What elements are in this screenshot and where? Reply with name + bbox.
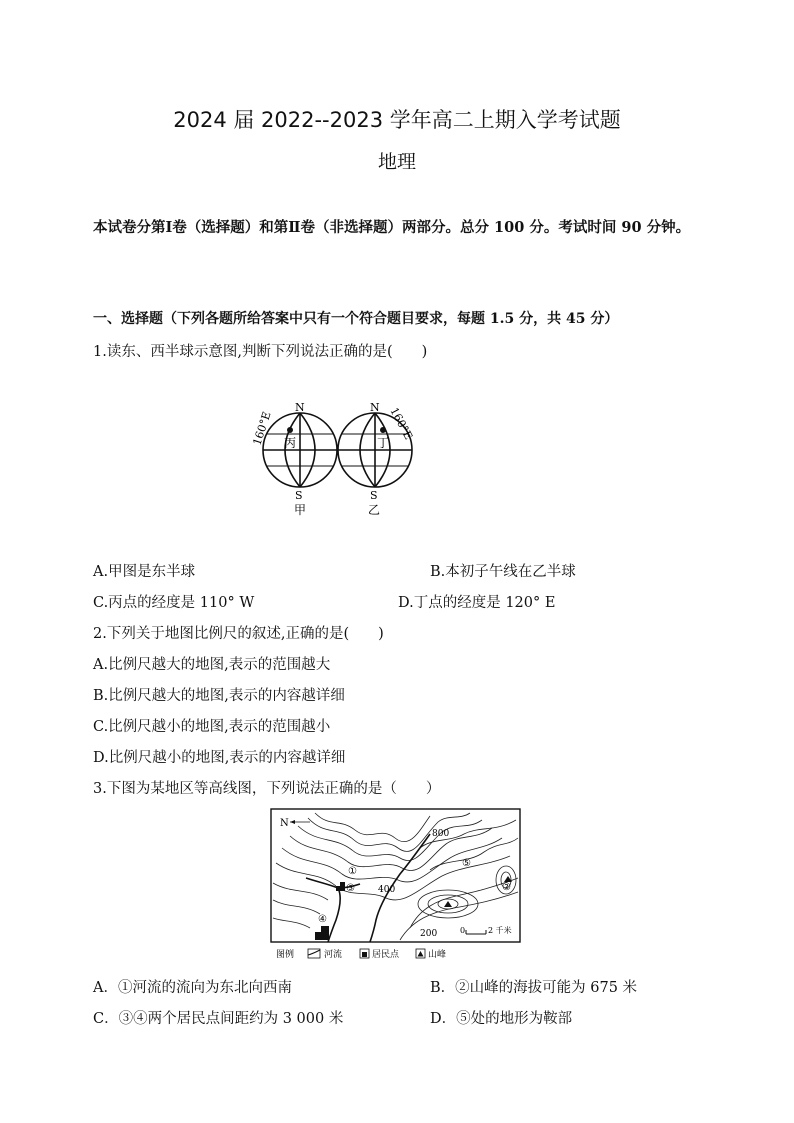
hemisphere-yi-label: 乙 [368,503,381,517]
legend-settlement: 居民点 [372,950,400,960]
south-label-right: S [370,489,378,502]
scale-distance: 2 千米 [488,926,512,935]
q3-option-a: A．①河流的流向为东北向西南 [93,980,292,996]
marker-5-label: ⑤ [462,858,471,869]
legend-river: 河流 [324,950,343,960]
legend-river-icon [308,949,320,958]
q1-option-d: D.丁点的经度是 120° E [398,595,556,611]
legend-peak-icon [416,949,425,958]
contour-800-label: 800 [432,829,450,839]
contour-400-label: 400 [378,885,396,895]
q3-option-d: D．⑤处的地形为鞍部 [430,1011,573,1027]
longitude-label-left: 160°E [250,410,274,447]
q2-option-c: C.比例尺越小的地图,表示的范围越小 [93,719,331,735]
section-heading: 一、选择题（下列各题所给答案中只有一个符合题目要求，每题 1.5 分，共 45 分） [93,311,619,327]
question-2-stem: 2.下列关于地图比例尺的叙述,正确的是( ) [93,626,384,642]
contour-200-label: 200 [420,929,438,939]
exam-intro: 本试卷分第Ⅰ卷（选择题）和第Ⅱ卷（非选择题）两部分。总分 100 分。考试时间 90 分钟。 [93,219,691,236]
scale-zero: 0 [460,926,466,935]
north-label-left: N [295,401,305,414]
settlement-4-icon [315,926,329,940]
contour-map [270,808,522,963]
point-ding-label: 丁 [377,436,390,450]
north-label-right: N [370,401,380,414]
q1-option-c: C.丙点的经度是 110° W [93,595,255,611]
point-bing-marker [287,427,293,433]
question-1-stem: 1.读东、西半球示意图,判断下列说法正确的是( ) [93,344,428,360]
legend-peak: 山峰 [428,950,447,960]
q3-option-c: C．③④两个居民点间距约为 3 000 米 [93,1011,344,1027]
marker-2-label: ② [502,882,511,893]
map-north-label: N [280,818,289,829]
south-label-left: S [295,489,303,502]
q2-option-a: A.比例尺越大的地图,表示的范围越大 [93,657,331,673]
hemisphere-figure [240,398,440,520]
marker-4-label: ④ [318,914,327,925]
q1-option-a: A.甲图是东半球 [93,564,196,580]
question-3-stem: 3.下图为某地区等高线图，下列说法正确的是（ ） [93,781,441,797]
q1-option-b: B.本初子午线在乙半球 [430,564,576,580]
subject-title: 地理 [377,151,416,173]
marker-3-label: ③ [346,883,355,894]
point-bing-label: 丙 [284,436,297,450]
exam-title: 2024 届 2022--2023 学年高二上期入学考试题 [173,108,621,132]
longitude-label-right: 160°E [387,405,416,442]
q2-option-b: B.比例尺越大的地图,表示的内容越详细 [93,688,345,704]
legend-settlement-icon [360,949,369,958]
hemisphere-jia-label: 甲 [294,503,307,517]
settlement-3-icon [336,882,345,891]
legend-title: 图例 [276,950,295,960]
q2-option-d: D.比例尺越小的地图,表示的内容越详细 [93,750,346,766]
marker-1-label: ① [348,866,357,877]
q3-option-b: B．②山峰的海拔可能为 675 米 [430,980,638,996]
point-ding-marker [380,427,386,433]
